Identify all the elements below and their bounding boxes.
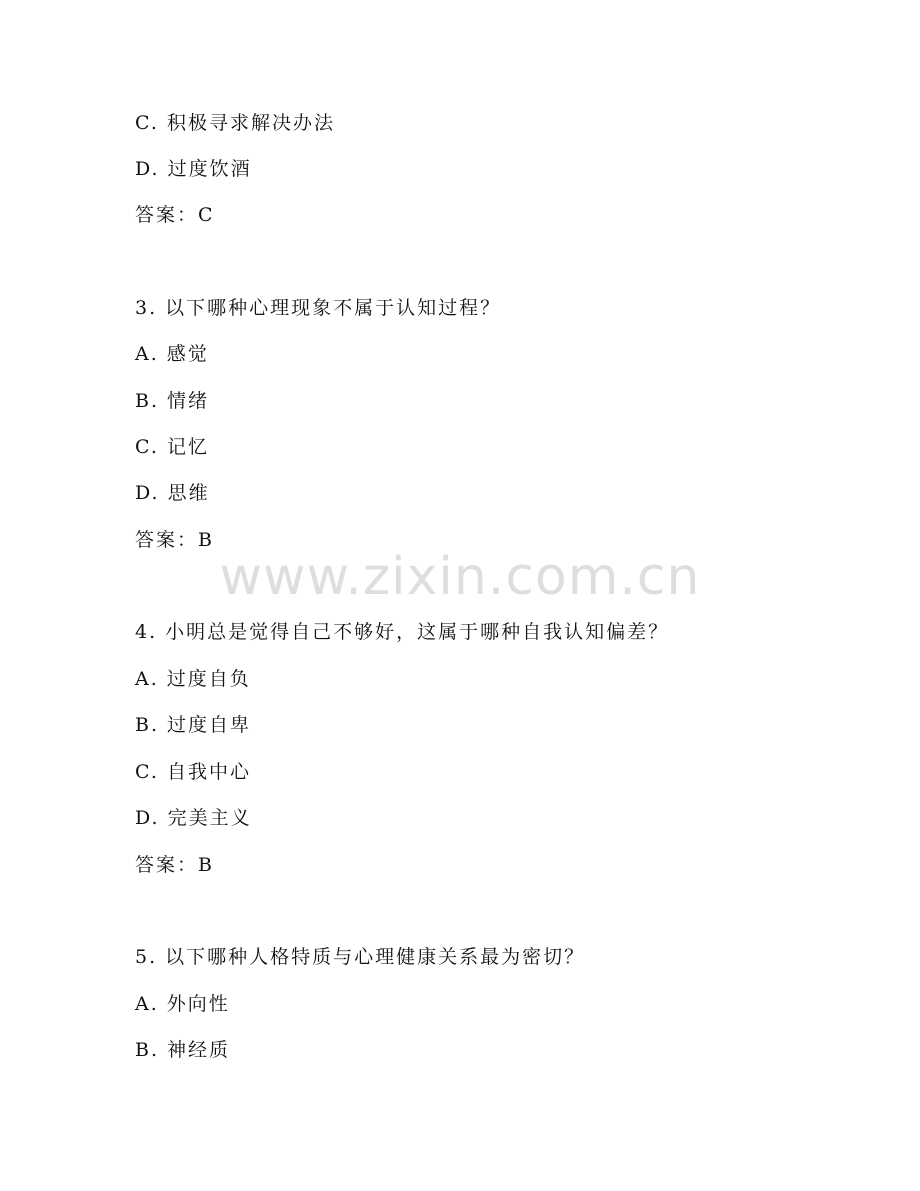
q4-option-d: D. 完美主义 bbox=[135, 807, 252, 829]
watermark: www.zixin.com.cn bbox=[219, 547, 701, 607]
q4-option-a: A. 过度自负 bbox=[135, 668, 251, 690]
q4-option-b: B. 过度自卑 bbox=[135, 714, 252, 736]
q3-option-d: D. 思维 bbox=[135, 482, 210, 504]
q3-option-c: C. 记忆 bbox=[135, 436, 209, 458]
q2-answer: 答案：C bbox=[135, 204, 215, 226]
q2-option-c: C. 积极寻求解决办法 bbox=[135, 112, 335, 134]
q3-answer: 答案：B bbox=[135, 529, 214, 551]
q5-question: 5. 以下哪种人格特质与心理健康关系最为密切？ bbox=[135, 946, 586, 968]
q4-answer: 答案：B bbox=[135, 854, 214, 876]
q3-question: 3. 以下哪种心理现象不属于认知过程？ bbox=[135, 297, 502, 319]
q4-option-c: C. 自我中心 bbox=[135, 761, 251, 783]
q3-option-b: B. 情绪 bbox=[135, 390, 210, 412]
q2-option-d: D. 过度饮酒 bbox=[135, 158, 252, 180]
q3-option-a: A. 感觉 bbox=[135, 343, 209, 365]
q5-option-a: A. 外向性 bbox=[135, 993, 230, 1015]
q5-option-b: B. 神经质 bbox=[135, 1039, 231, 1061]
q4-question: 4. 小明总是觉得自己不够好，这属于哪种自我认知偏差？ bbox=[135, 621, 670, 643]
